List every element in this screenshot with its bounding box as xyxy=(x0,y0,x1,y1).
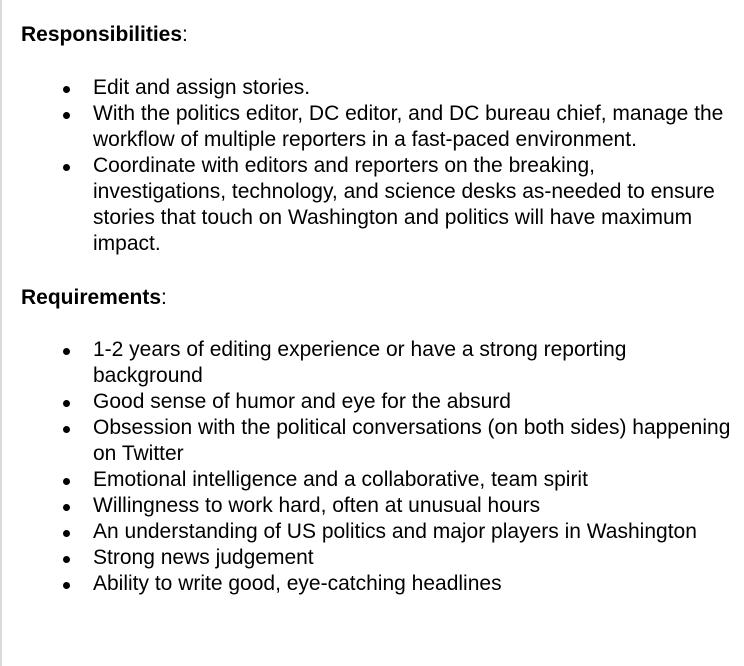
job-description xyxy=(21,22,731,597)
requirement-item-text: Emotional intelligence and a collaborative, team spirit xyxy=(93,468,588,491)
requirement-item xyxy=(21,389,731,415)
bullet-dot-icon xyxy=(63,556,70,563)
bullet-dot-icon xyxy=(63,112,70,119)
bullet-dot-icon xyxy=(63,530,70,537)
responsibility-item-text: With the politics editor, DC editor, and DC bureau chief, manage the workflow of multiple reporters in a fast-paced environment. xyxy=(93,102,724,151)
responsibilities-heading-text: Responsibilities xyxy=(21,23,183,46)
responsibilities-heading-colon: : xyxy=(182,23,188,46)
bullet-dot-icon xyxy=(63,400,70,407)
requirement-item xyxy=(21,571,731,597)
requirement-item-text: Strong news judgement xyxy=(93,546,314,569)
requirement-item xyxy=(21,545,731,571)
requirement-item xyxy=(21,415,731,467)
responsibility-item xyxy=(21,75,731,101)
bullet-dot-icon xyxy=(63,504,70,511)
requirements-heading-text: Requirements xyxy=(21,286,162,309)
responsibility-item xyxy=(21,101,731,153)
bullet-dot-icon xyxy=(63,86,70,93)
requirement-item-text: 1-2 years of editing experience or have a strong reporting background xyxy=(93,338,627,387)
requirement-item-text: Obsession with the political conversations (on both sides) happening on Twitter xyxy=(93,416,731,465)
requirements-heading-colon: : xyxy=(161,286,167,309)
responsibilities-heading xyxy=(21,22,731,48)
requirement-item-text: Willingness to work hard, often at unusual hours xyxy=(93,494,541,517)
requirement-item xyxy=(21,519,731,545)
requirement-item-text: Good sense of humor and eye for the absurd xyxy=(93,390,511,413)
responsibilities-list xyxy=(21,75,731,257)
requirement-item-text: Ability to write good, eye-catching headlines xyxy=(93,572,502,595)
requirement-item xyxy=(21,337,731,389)
bullet-dot-icon xyxy=(63,478,70,485)
bullet-dot-icon xyxy=(63,582,70,589)
left-border-rule xyxy=(0,0,2,666)
requirements-list xyxy=(21,337,731,597)
responsibility-item xyxy=(21,153,731,257)
requirements-heading xyxy=(21,285,731,311)
requirement-item xyxy=(21,493,731,519)
requirement-item-text: An understanding of US politics and major players in Washington xyxy=(93,520,697,543)
bullet-dot-icon xyxy=(63,426,70,433)
bullet-dot-icon xyxy=(63,348,70,355)
requirement-item xyxy=(21,467,731,493)
bullet-dot-icon xyxy=(63,164,70,171)
responsibility-item-text: Edit and assign stories. xyxy=(93,76,311,99)
responsibility-item-text: Coordinate with editors and reporters on the breaking, investigations, technology, and science desks as-needed to ensure stories that touch on Washington and politics will have maximum impact. xyxy=(93,154,715,255)
